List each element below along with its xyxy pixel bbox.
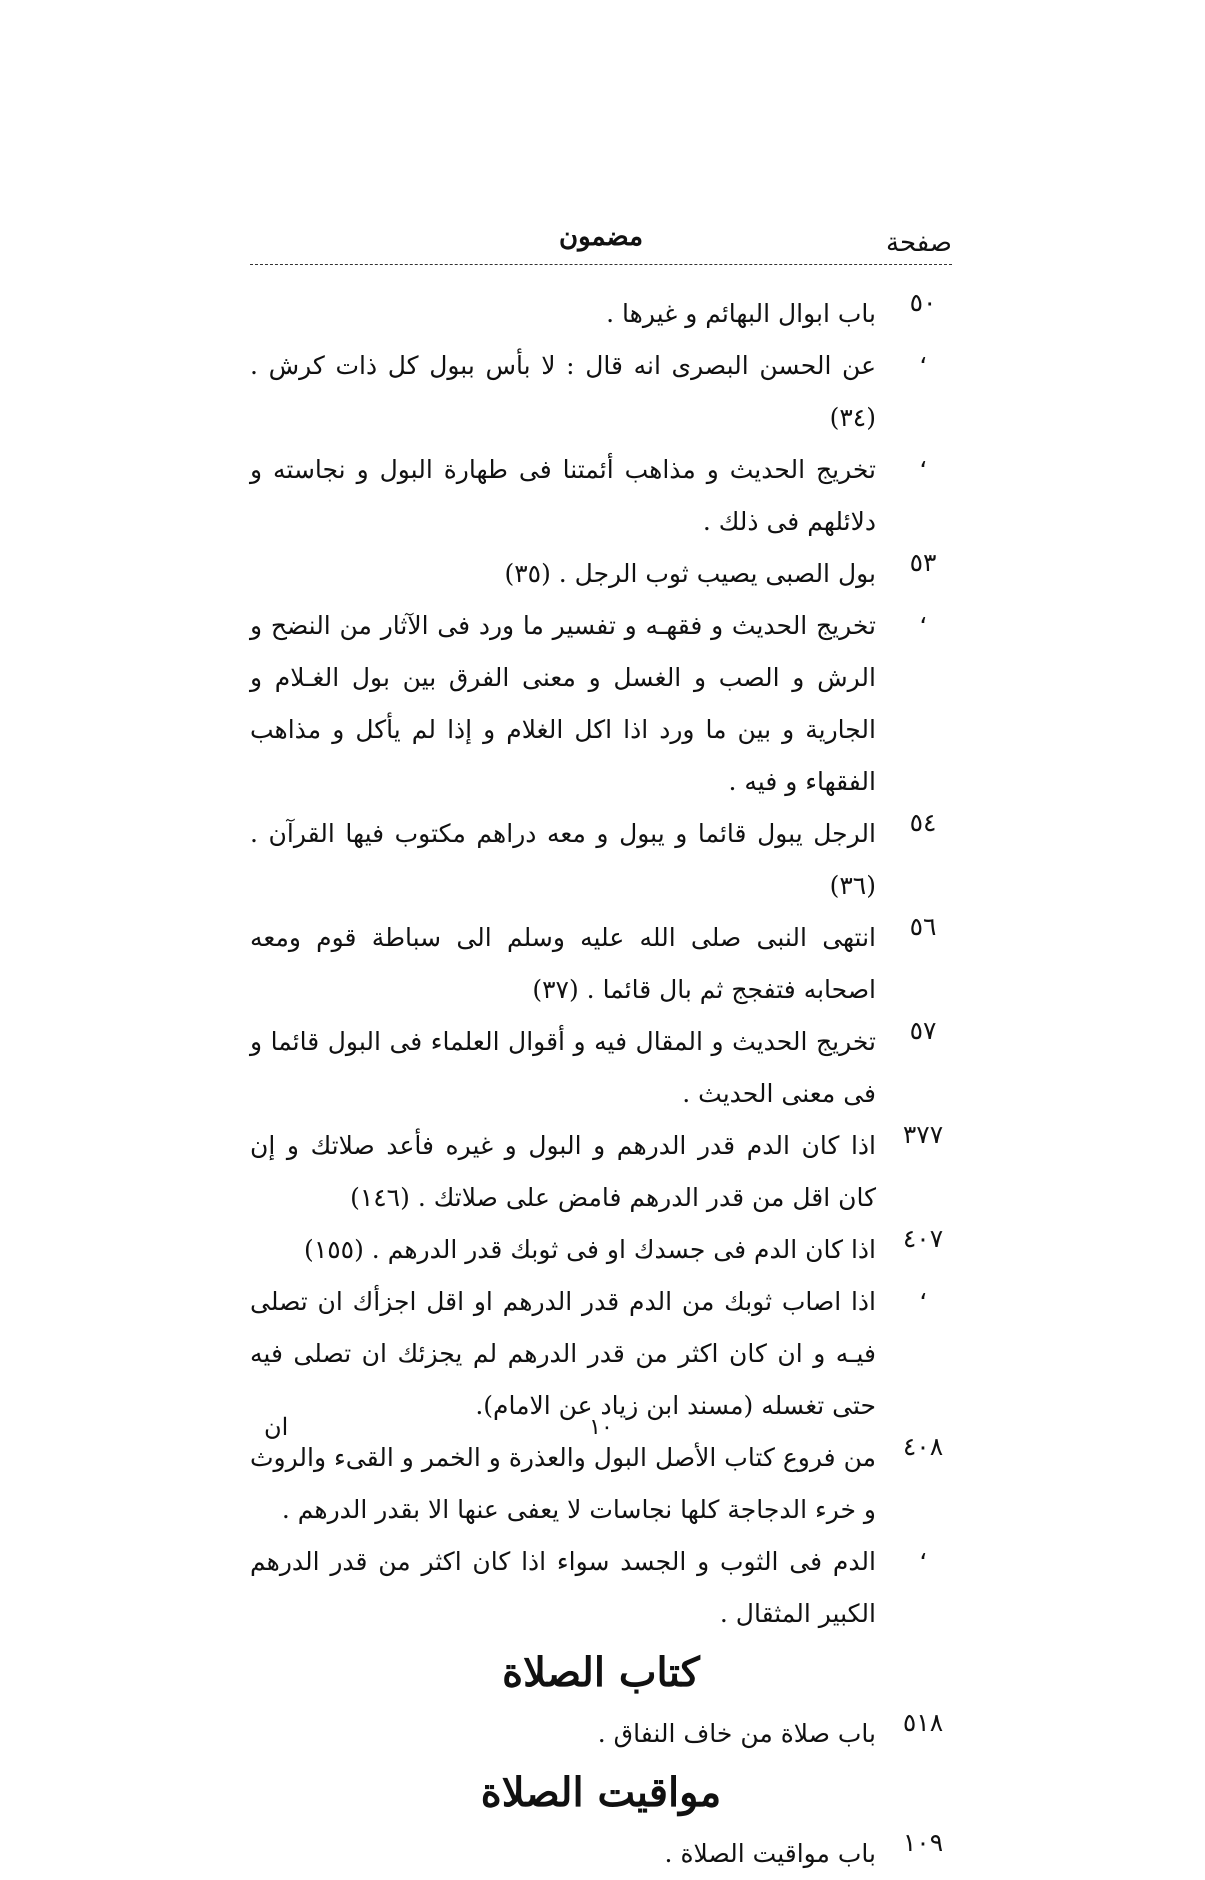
header-divider [250,264,952,265]
entry-text: اذا كان الدم فى جسدك او فى ثوبك قدر الدرهم . (١٥٥) [304,1235,876,1264]
entry-page-number: ٤٠٨ [902,1432,944,1461]
entry-row [250,444,952,548]
section2-entries [250,1828,952,1880]
entry-row [250,600,952,808]
entry-row [250,1120,952,1224]
entry-text: باب ابوال البهائم و غيرها . [606,299,876,328]
entry-text: الرجل يبول قائما و يبول و معه دراهم مكتوب فيها القرآن . (٣٦) [250,819,876,900]
entry-text: الدم فى الثوب و الجسد سواء اذا كان اكثر من قدر الدرهم الكبير المثقال . [250,1547,876,1628]
page-column-header: صفحة [886,228,952,258]
signature-mark: ان [264,1413,289,1441]
entry-text: تخريج الحديث و فقهـه و تفسير ما ورد فى الآثار من النضح و الرش و الصب و الغسل و معنى الفرق بين بول الغـلام و الجارية و بين ما ورد اذا اكل الغلام و إذا لم يأكل و مذاهب الفقهاء و فيه . [250,611,876,796]
entry-text: انتهى النبى صلى الله عليه وسلم الى سباطة قوم ومعه اصحابه فتفجج ثم بال قائما . (٣٧) [250,923,876,1004]
entry-text: عن الحسن البصرى انه قال : لا بأس ببول كل ذات كرش . (٣٤) [250,351,876,432]
entry-row [250,1016,952,1120]
entry-row [250,1828,952,1880]
section-heading-kitab-al-salah: كتاب الصلاة [502,1649,700,1696]
entry-text: تخريج الحديث و المقال فيه و أقوال العلماء فى البول قائما و فى معنى الحديث . [250,1027,876,1108]
section-heading-mawaqit-al-salah: مواقيت الصلاة [480,1769,722,1816]
entries-list [250,288,952,1880]
entry-row [250,288,952,340]
entry-text: باب صلاة من خاف النفاق . [597,1719,876,1748]
entry-text: بول الصبى يصيب ثوب الرجل . (٣٥) [504,559,876,588]
entry-page-number: ، [918,340,928,369]
entry-page-number: ٥٠ [909,288,937,317]
entry-row [250,548,952,600]
entry-text: من فروع كتاب الأصل البول والعذرة و الخمر و القىء والروث و خرء الدجاجة كلها نجاسات لا يعفى عنها الا بقدر الدرهم . [250,1443,876,1524]
entry-row [250,1276,952,1432]
entry-page-number: ٥٦ [909,912,937,941]
entry-page-number: ٥١٨ [902,1708,944,1737]
subject-column-header: مضمون [558,222,644,252]
entry-text: اذا كان الدم قدر الدرهم و البول و غيره فأعد صلاتك و إن كان اقل من قدر الدرهم فامض على صلاتك . (١٤٦) [250,1131,876,1212]
entry-row [250,808,952,912]
entry-page-number: ، [918,444,928,473]
entry-page-number: ، [918,600,928,629]
entry-page-number: ٤٠٧ [902,1224,944,1253]
entry-text: باب مواقيت الصلاة . [664,1839,876,1868]
entry-row [250,1536,952,1640]
entry-row [250,1224,952,1276]
entry-page-number: ٥٧ [909,1016,937,1045]
entry-page-number: ٥٣ [909,548,937,577]
table-header [250,222,952,262]
entry-page-number: ٣٧٧ [902,1120,944,1149]
section1-entries [250,1708,952,1760]
entry-page-number: ، [918,1536,928,1565]
entry-row [250,1432,952,1536]
entry-page-number: ، [918,1276,928,1305]
document-page [250,0,952,1868]
entry-text: تخريج الحديث و مذاهب أئمتنا فى طهارة البول و نجاسته و دلائلهم فى ذلك . [250,455,876,536]
entry-text: اذا اصاب ثوبك من الدم قدر الدرهم او اقل اجزأك ان تصلى فيـه و ان كان اكثر من قدر الدرهم لم يجزئك ان تصلى فيه حتى تغسله (مسند ابن زياد عن الامام). [250,1287,876,1420]
entry-page-number: ٥٤ [909,808,937,837]
entry-row [250,912,952,1016]
entry-row [250,1708,952,1760]
entry-page-number: ١٠٩ [902,1828,944,1857]
page-number: ١٠ [589,1415,613,1440]
entry-row [250,340,952,444]
